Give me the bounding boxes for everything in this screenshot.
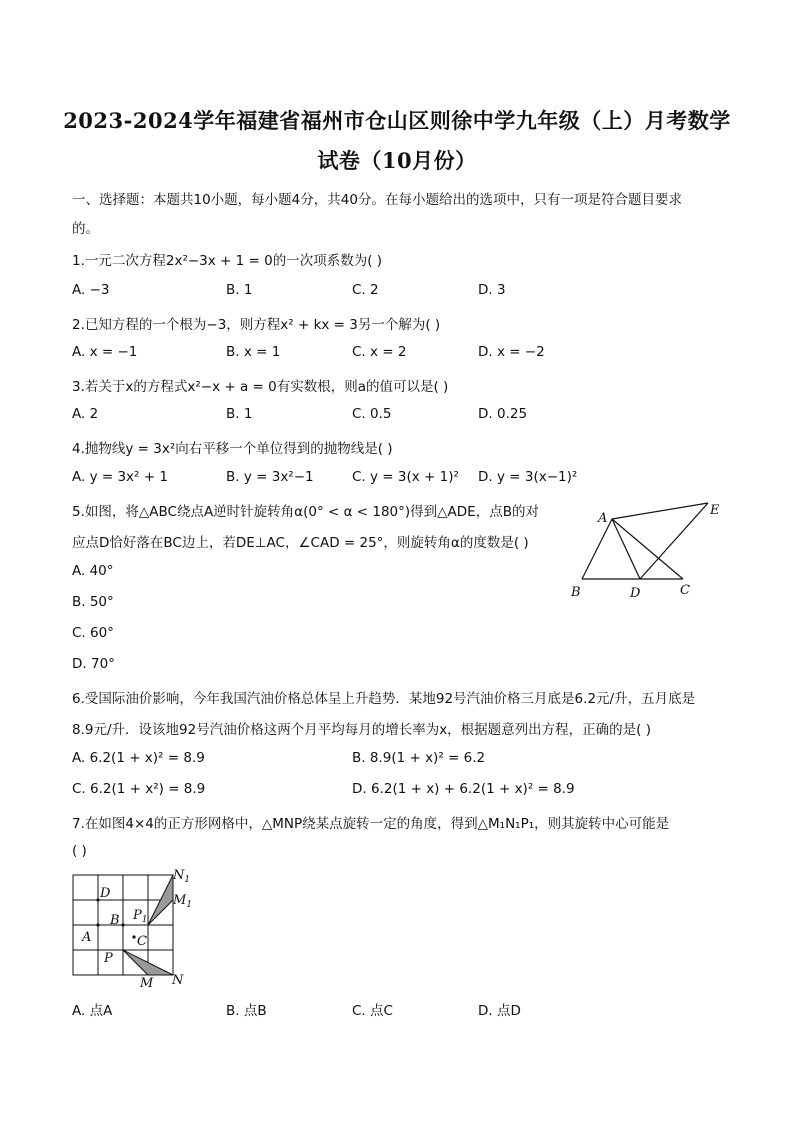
grid-label-m: M [140,976,154,991]
page-title-line2: 试卷（10月份） [317,148,477,173]
q5-option-b[interactable]: B. 50° [72,594,114,610]
grid-label-c: C [137,934,147,949]
question-7-stem-line2: ( ) [72,843,87,859]
edge-de [640,503,708,579]
q1-option-a[interactable]: A. −3 [72,282,110,298]
q7-option-c[interactable]: C. 点C [352,1003,393,1019]
edge-ad [612,519,640,579]
q7-option-a[interactable]: A. 点A [72,1003,113,1019]
point-c [132,935,135,938]
q1-option-c[interactable]: C. 2 [352,282,379,298]
figure-q5-triangles [560,495,735,605]
label-e: E [710,503,720,518]
grid-label-b: B [110,913,120,928]
section-header-line2: 的。 [72,221,99,237]
question-6-stem-line2: 8.9元/升．设该地92号汽油价格这两个月平均每月的增长率为x，根据题意列出方程，正确的是( ) [72,722,652,738]
section-header: 一、选择题：本题共10小题，每小题4分，共40分。在每小题给出的选项中，只有一项是符合题目要求 [72,192,682,208]
grid-label-n: N [172,973,184,988]
question-7-stem: 7.在如图4×4的正方形网格中，△MNP绕某点旋转一定的角度，得到△M₁N₁P₁，则其旋转中心可能是 [72,816,670,832]
q2-option-d[interactable]: D. x = −2 [478,344,545,360]
q1-option-b[interactable]: B. 1 [226,282,253,298]
q3-option-c[interactable]: C. 0.5 [352,406,392,422]
q2-option-a[interactable]: A. x = −1 [72,344,138,360]
edge-ae [612,503,708,519]
q3-option-d[interactable]: D. 0.25 [478,406,528,422]
question-6-stem: 6.受国际油价影响，今年我国汽油价格总体呈上升趋势．某地92号汽油价格三月底是6.2元/升，五月底是 [72,691,696,707]
grid-label-a: A [82,930,92,945]
q4-option-b[interactable]: B. y = 3x²−1 [226,469,314,485]
point-a [96,923,99,926]
question-4-stem: 4.抛物线y = 3x²向右平移一个单位得到的抛物线是( ) [72,441,393,457]
question-5-stem-line2: 应点D恰好落在BC边上，若DE⊥AC，∠CAD = 25°，则旋转角α的度数是( ) [72,535,529,551]
label-b: B [571,585,581,600]
point-b [121,923,124,926]
grid-label-p: P [104,951,113,966]
grid-label-p1: $P_1$ [133,908,148,925]
label-a: A [598,511,608,526]
q5-option-c[interactable]: C. 60° [72,625,114,641]
q2-option-c[interactable]: C. x = 2 [352,344,407,360]
q3-option-a[interactable]: A. 2 [72,406,99,422]
question-2-stem: 2.已知方程的一个根为−3，则方程x² + kx = 3另一个解为( ) [72,317,441,333]
grid-label-m1: $M_1$ [173,893,193,910]
q6-option-b[interactable]: B. 8.9(1 + x)² = 6.2 [352,750,486,766]
q6-option-a[interactable]: A. 6.2(1 + x)² = 8.9 [72,750,205,766]
q4-option-a[interactable]: A. y = 3x² + 1 [72,469,168,485]
question-3-stem: 3.若关于x的方程式x²−x + a = 0有实数根，则a的值可以是( ) [72,379,449,395]
q7-option-b[interactable]: B. 点B [226,1003,267,1019]
question-1-stem: 1.一元二次方程2x²−3x + 1 = 0的一次项系数为( ) [72,253,383,269]
q4-option-c[interactable]: C. y = 3(x + 1)² [352,469,459,485]
figure-q7-grid [66,866,196,991]
q7-option-d[interactable]: D. 点D [478,1003,521,1019]
edge-ab [582,519,612,579]
grid-label-d: D [100,886,111,901]
q5-option-d[interactable]: D. 70° [72,656,115,672]
q3-option-b[interactable]: B. 1 [226,406,253,422]
q2-option-b[interactable]: B. x = 1 [226,344,281,360]
q4-option-d[interactable]: D. y = 3(x−1)² [478,469,578,485]
question-5-stem: 5.如图，将△ABC绕点A逆时针旋转角α(0° < α < 180°)得到△ADE，点B的对 [72,504,539,520]
q5-option-a[interactable]: A. 40° [72,563,114,579]
q6-option-d[interactable]: D. 6.2(1 + x) + 6.2(1 + x)² = 8.9 [352,781,575,797]
page-title: 2023-2024学年福建省福州市仓山区则徐中学九年级（上）月考数学 [63,108,731,133]
grid-label-n1: $N_1$ [173,868,191,885]
label-d: D [630,586,641,601]
q6-option-c[interactable]: C. 6.2(1 + x²) = 8.9 [72,781,206,797]
q1-option-d[interactable]: D. 3 [478,282,506,298]
label-c: C [680,583,690,598]
